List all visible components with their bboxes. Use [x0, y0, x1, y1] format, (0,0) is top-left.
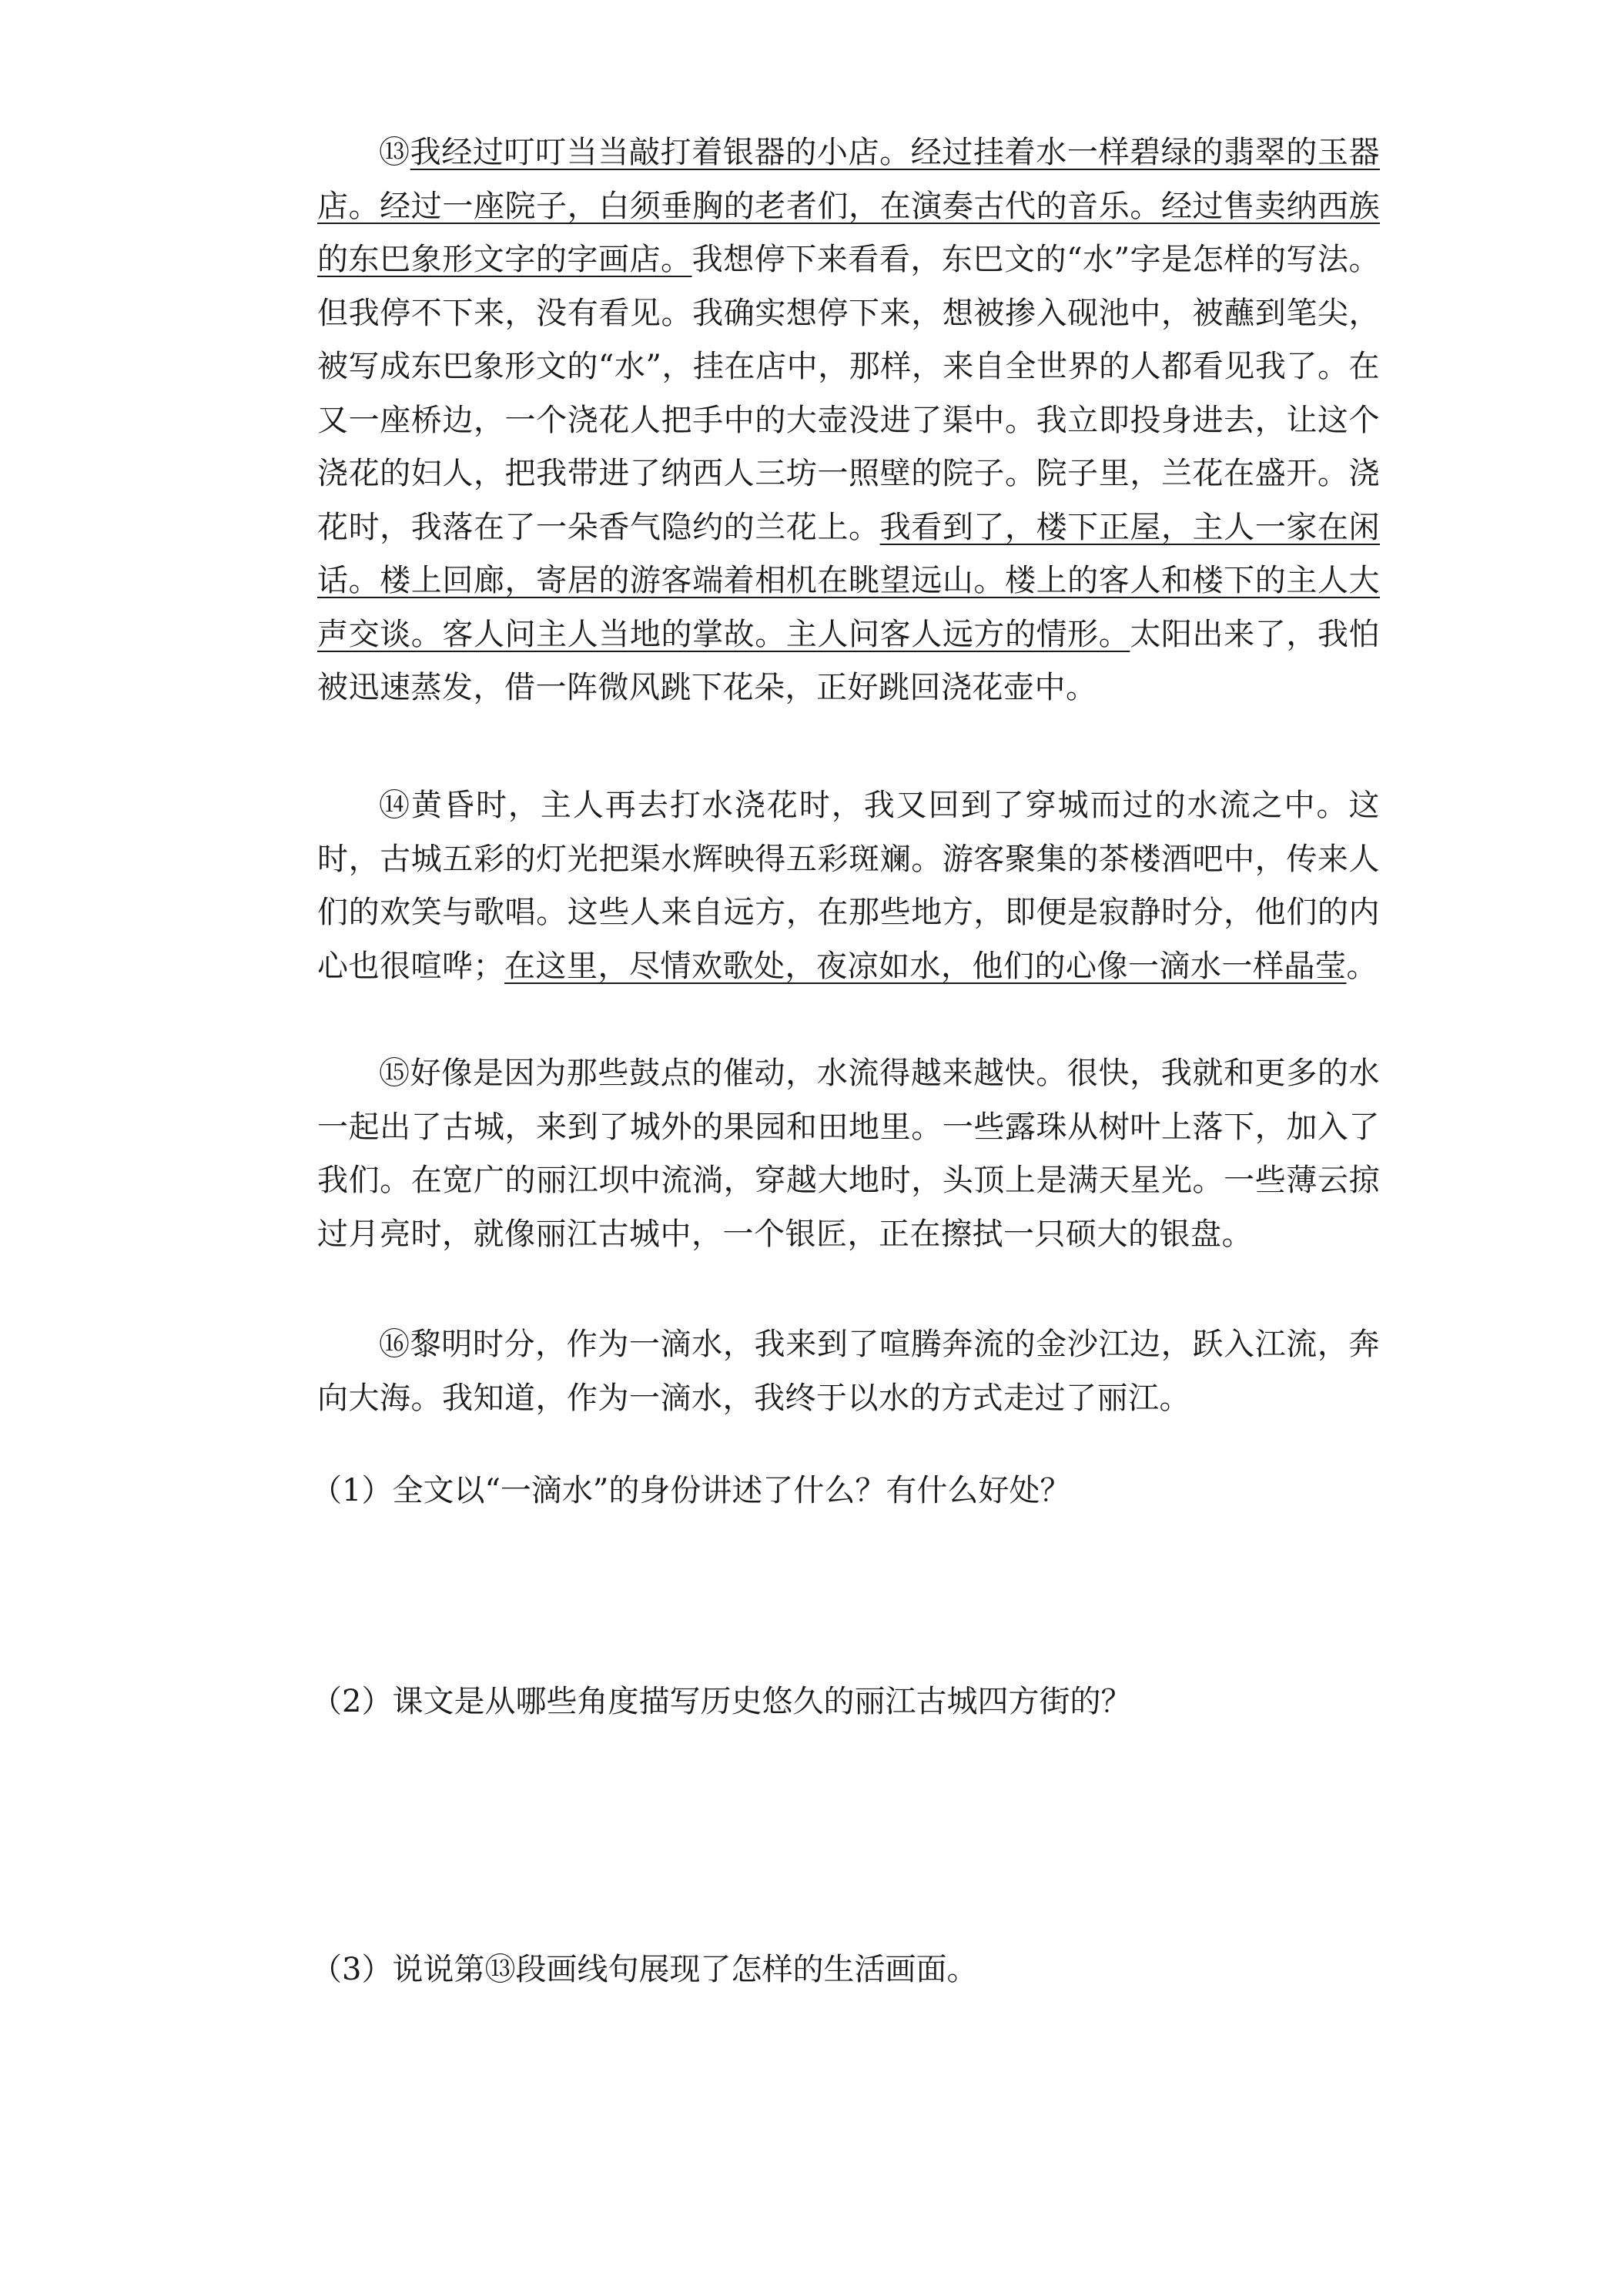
- paragraph-15: [317, 1047, 1380, 1261]
- paragraph-number: ⑮: [379, 1056, 410, 1091]
- paragraph-text: 黎明时分，作为一滴水，我来到了喧腾奔流的金沙江边，跃入江流，奔向大海。我知道，作为一滴水，我终于以水的方式走过了丽江。: [317, 1327, 1381, 1416]
- paragraph-text: 太阳出来了，我怕被迅速蒸发，借一阵微风跳下花朵，正好跳回浇花壶中。: [317, 616, 1381, 705]
- paragraph-text: 。: [1346, 948, 1378, 984]
- paragraph-number: ⑯: [379, 1327, 410, 1362]
- underlined-sentence: 在这里，尽情欢歌处，夜凉如水，他们的心像一滴水一样晶莹: [504, 948, 1347, 984]
- paragraph-text: 黄昏时，主人再去打水浇花时，我又回到了穿城而过的水流之中。这时，古城五彩的灯光把渠水辉映得五彩斑斓。游客聚集的茶楼酒吧中，传来人们的欢笑与歌唱。这些人来自远方，在那些地方，即便是寂静时分，他们的内心也很喧哗；: [317, 788, 1381, 984]
- paragraph-text: 好像是因为那些鼓点的催动，水流得越来越快。很快，我就和更多的水一起出了古城，来到了城外的果园和田地里。一些露珠从树叶上落下，加入了我们。在宽广的丽江坝中流淌，穿越大地时，头顶上是满天星光。一些薄云掠过月亮时，就像丽江古城中，一个银匠，正在擦拭一只硕大的银盘。: [317, 1056, 1381, 1252]
- underlined-sentence: 我经过叮叮当当敲打着银器的小店。经过挂着水一样碧绿的翡翠的玉器店。经过一座院子，白须垂胸的老者们，在演奏古代的音乐。经过售卖纳西族的东巴象形文字的字画店。: [317, 135, 1381, 277]
- paragraph-text: 我想停下来看看，东巴文的“水”字是怎样的写法。但我停不下来，没有看见。我确实想停下来，想被掺入砚池中，被蘸到笔尖，被写成东巴象形文的“水”，挂在店中，那样，来自全世界的人都看见我了。在又一座桥边，一个浇花人把手中的大壶没进了渠中。我立即投身进去，让这个浇花的妇人，把我带进了纳西人三坊一照壁的院子。院子里，兰花在盛开。浇花时，我落在了一朵香气隐约的兰花上。: [317, 242, 1380, 545]
- question-2: （2）课文是从哪些角度描写历史悠久的丽江古城四方街的？: [311, 1684, 1132, 1719]
- question-3: （3）说说第⑬段画线句展现了怎样的生活画面。: [311, 1952, 978, 1987]
- paragraph-16: [317, 1318, 1380, 1425]
- paragraph-13: [317, 126, 1380, 715]
- underlined-sentence: 我看到了，楼下正屋，主人一家在闲话。楼上回廊，寄居的游客端着相机在眺望远山。楼上的客人和楼下的主人大声交谈。客人问主人当地的掌故。主人问客人远方的情形。: [317, 509, 1381, 652]
- paragraph-number: ⑭: [379, 788, 411, 823]
- question-1: （1）全文以“一滴水”的身份讲述了什么？有什么好处？: [311, 1473, 1071, 1508]
- paragraph-14: [317, 779, 1380, 993]
- paragraph-number: ⑬: [379, 135, 410, 170]
